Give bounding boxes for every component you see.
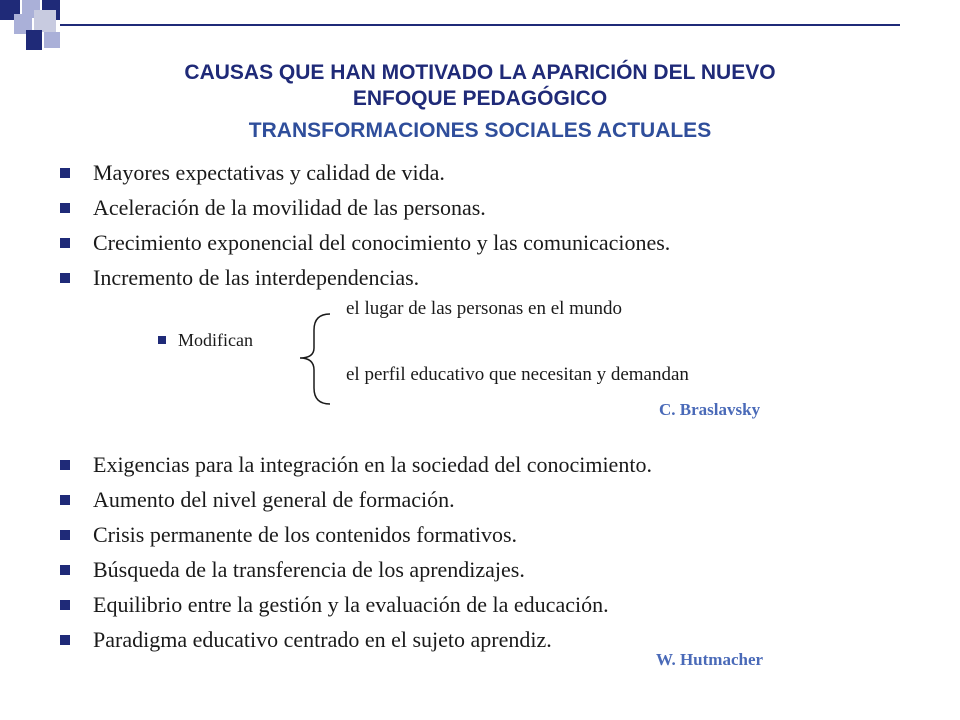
square-bullet-icon: [60, 203, 70, 213]
title-line-2: ENFOQUE PEDAGÓGICO: [352, 87, 608, 110]
square-bullet-icon: [60, 495, 70, 505]
list-item: Crecimiento exponencial del conocimiento y las comunicaciones.: [60, 225, 670, 260]
deco-square: [44, 32, 60, 48]
list-item: Mayores expectativas y calidad de vida.: [60, 155, 670, 190]
subtitle: TRANSFORMACIONES SOCIALES ACTUALES: [248, 119, 712, 142]
modifican-option-1: el lugar de las personas en el mundo: [346, 298, 622, 319]
author-citation: W. Hutmacher: [656, 650, 764, 669]
list-item: Incremento de las interdependencias.: [60, 260, 670, 295]
list-item: Aumento del nivel general de formación.: [60, 482, 652, 517]
title-line-1: CAUSAS QUE HAN MOTIVADO LA APARICIÓN DEL NUEVO: [184, 61, 776, 84]
list-item: Crisis permanente de los contenidos formativos.: [60, 517, 652, 552]
square-bullet-icon: [158, 336, 166, 344]
deco-square: [26, 30, 42, 50]
deco-square: [34, 10, 56, 32]
square-bullet-icon: [60, 635, 70, 645]
header-rule: [60, 24, 900, 26]
author-citation: C. Braslavsky: [659, 400, 761, 419]
list-item: Aceleración de la movilidad de las personas.: [60, 190, 670, 225]
square-bullet-icon: [60, 460, 70, 470]
square-bullet-icon: [60, 565, 70, 575]
brace-icon: [296, 308, 336, 408]
modifican-option-2: el perfil educativo que necesitan y demandan: [346, 364, 689, 385]
square-bullet-icon: [60, 238, 70, 248]
modifican-label: Modifican: [178, 330, 253, 350]
bullet-list-1: [60, 155, 670, 295]
square-bullet-icon: [60, 530, 70, 540]
bullet-list-2: [60, 447, 652, 657]
square-bullet-icon: [60, 273, 70, 283]
list-item: Búsqueda de la transferencia de los aprendizajes.: [60, 552, 652, 587]
list-item: Paradigma educativo centrado en el sujeto aprendiz.: [60, 622, 652, 657]
list-item: Equilibrio entre la gestión y la evaluación de la educación.: [60, 587, 652, 622]
list-item: Exigencias para la integración en la sociedad del conocimiento.: [60, 447, 652, 482]
square-bullet-icon: [60, 168, 70, 178]
square-bullet-icon: [60, 600, 70, 610]
modifican-item: [158, 327, 253, 353]
